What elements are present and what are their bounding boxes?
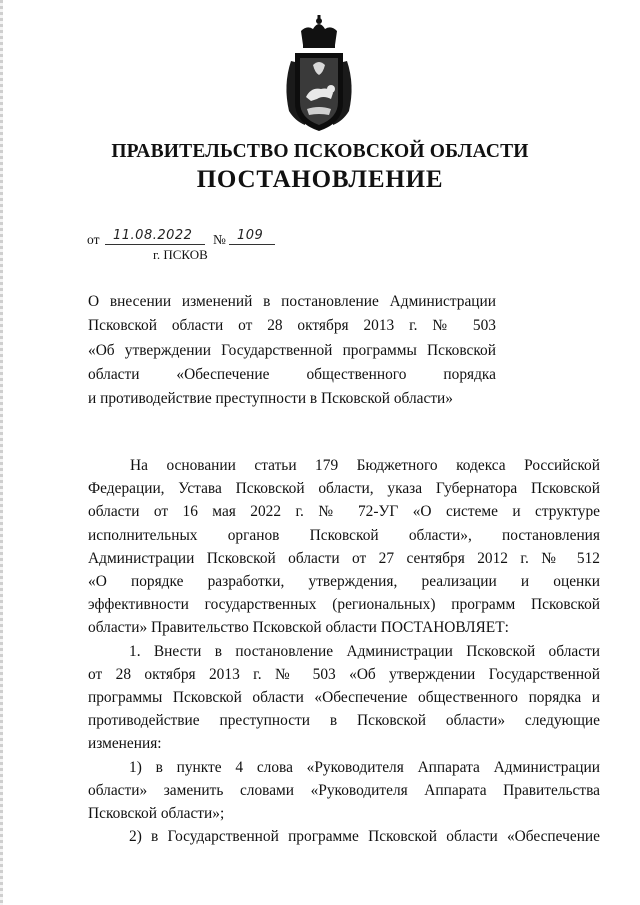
date-value: 11.08.2022: [113, 228, 193, 243]
body-line: 1) в пункте 4 слова «Руководителя Аппарата Администрации: [129, 758, 600, 776]
body-line: «О порядке разработки, утверждения, реализации и оценки: [88, 573, 600, 591]
body-line: изменения:: [88, 735, 162, 753]
document-meta: [87, 228, 327, 268]
body-line: На основании статьи 179 Бюджетного кодекса Российской: [130, 457, 600, 474]
body-line: от 28 октября 2013 г. № 503 «Об утверждении Государственной: [88, 665, 600, 683]
subject-line: «Об утверждении Государственной программы Псковской: [88, 341, 496, 359]
body-line: области от 16 мая 2022 г. № 72-УГ «О системе и структуре: [88, 503, 600, 521]
number-value: 109: [237, 228, 264, 243]
document-type-title: ПОСТАНОВЛЕНИЕ: [196, 166, 444, 193]
body-line: программы Псковской области «Обеспечение общественного порядка и: [88, 689, 600, 707]
body-line: Федерации, Устава Псковской области, указа Губернатора Псковской: [88, 480, 600, 498]
body-line: противодействие преступности в Псковской области» следующие: [88, 712, 600, 730]
subject-line: Псковской области от 28 октября 2013 г. № 503: [88, 317, 496, 335]
pskov-oblast-coat-of-arms-icon: [273, 15, 365, 133]
subject-line: и противодействие преступности в Псковской области»: [88, 390, 453, 408]
city-label: г. ПСКОВ: [153, 247, 208, 262]
body-line: эффективности государственных (региональных) программ Псковской: [88, 596, 600, 614]
subject-line: О внесении изменений в постановление Администрации: [88, 293, 496, 310]
date-label: от: [87, 232, 100, 247]
document-subject: [88, 290, 496, 411]
date-underline: [105, 244, 205, 245]
document-body: [88, 454, 600, 848]
number-underline: [229, 244, 275, 245]
body-line: Администрации Псковской области от 27 сентября 2012 г. № 512: [88, 549, 600, 567]
body-line: области» Правительство Псковской области ПОСТАНОВЛЯЕТ:: [88, 619, 509, 637]
number-label: №: [213, 232, 226, 247]
body-line: исполнительных органов Псковской области», постановления: [88, 526, 600, 544]
body-line: области» заменить словами «Руководителя Аппарата Правительства: [88, 781, 600, 799]
organization-title: ПРАВИТЕЛЬСТВО ПСКОВСКОЙ ОБЛАСТИ: [111, 141, 529, 162]
body-line: 2) в Государственной программе Псковской области «Обеспечение: [129, 828, 600, 846]
body-line: Псковской области»;: [88, 805, 225, 823]
scan-edge: [0, 0, 3, 905]
body-line: 1. Внести в постановление Администрации Псковской области: [129, 642, 600, 660]
subject-line: области «Обеспечение общественного порядка: [88, 365, 496, 383]
